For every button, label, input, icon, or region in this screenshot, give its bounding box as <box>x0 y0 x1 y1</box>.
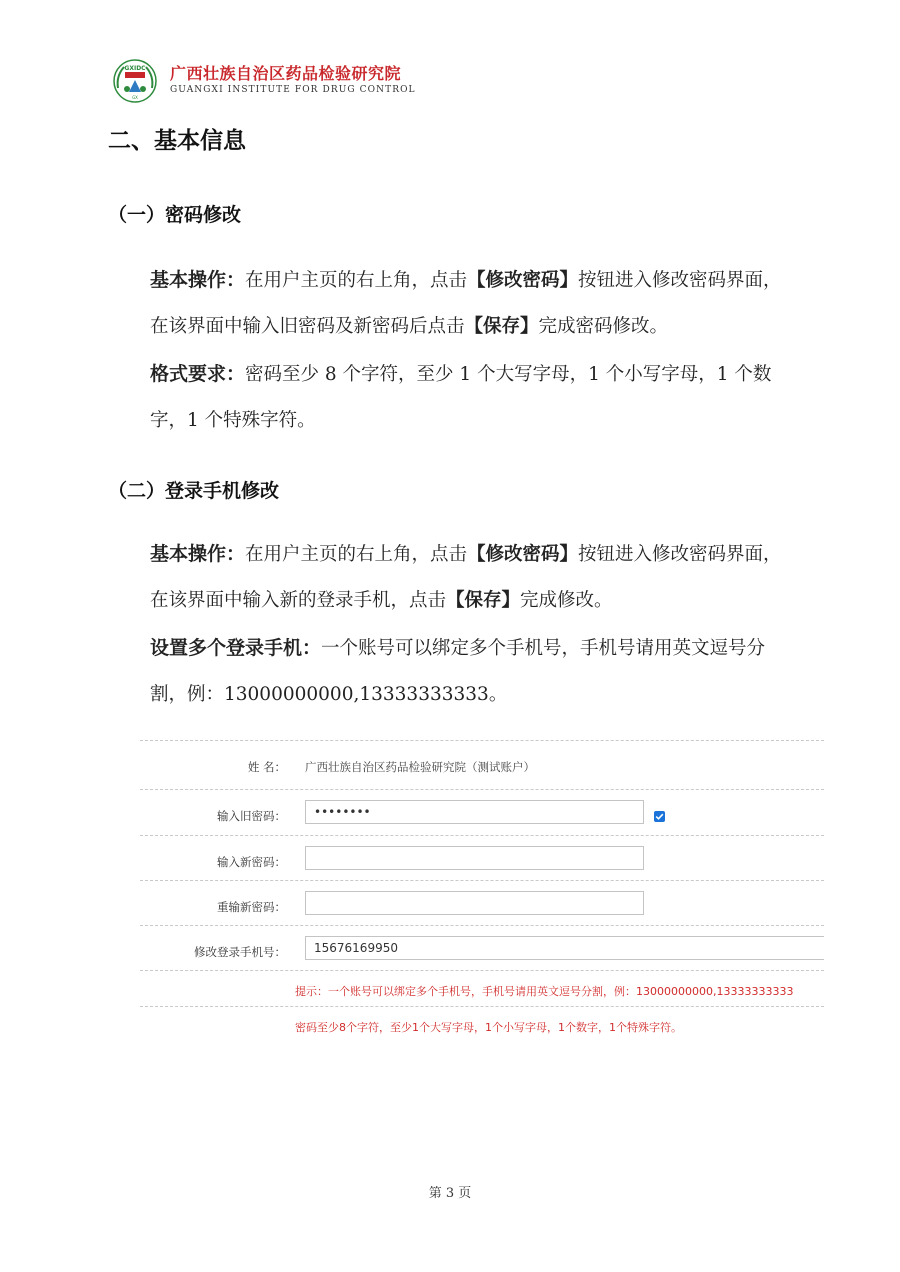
repeat-password-label: 重输新密码： <box>217 900 286 914</box>
section-title: 二、基本信息 <box>108 128 246 154</box>
paragraph-text: 在用户主页的右上角，点击 <box>245 544 468 565</box>
paragraph-text: 完成密码修改。 <box>538 316 669 337</box>
paragraph-text: 一个账号可以绑定多个手机号，手机号请用英文逗号分割，例：13000000000,13333333333。 <box>150 638 766 705</box>
paragraph-multiple-phones <box>108 625 798 718</box>
form-row-old-password <box>140 789 824 836</box>
phone-label: 修改登录手机号： <box>194 945 286 959</box>
paragraph-lead: 基本操作： <box>150 543 246 565</box>
form-row-name <box>140 740 824 790</box>
paragraph-password-format <box>108 351 798 444</box>
paragraph-password-operation <box>108 257 798 350</box>
org-name-en: GUANGXI INSTITUTE FOR DRUG CONTROL <box>170 85 416 95</box>
new-password-input[interactable] <box>305 846 644 870</box>
svg-text:GX: GX <box>132 95 138 100</box>
paragraph-lead: 基本操作： <box>150 269 246 291</box>
keyword-change-password: 【修改密码】 <box>467 270 579 291</box>
org-name-cn: 广西壮族自治区药品检验研究院 <box>170 64 402 83</box>
paragraph-text: 在用户主页的右上角，点击 <box>245 270 468 291</box>
repeat-password-input[interactable] <box>305 891 644 915</box>
form-row-repeat-password <box>140 880 824 926</box>
old-password-label: 输入旧密码： <box>217 809 286 823</box>
paragraph-text: 密码至少 8 个字符，至少 1 个大写字母，1 个小写字母，1 个数字，1 个特殊字符。 <box>150 364 772 431</box>
name-label: 姓 名： <box>247 760 286 774</box>
show-password-checkbox[interactable] <box>654 811 665 822</box>
form-row-tip-phone <box>140 970 824 1007</box>
keyword-save: 【保存】 <box>464 316 539 337</box>
subsection-title-phone: （二）登录手机修改 <box>108 480 280 502</box>
paragraph-lead: 设置多个登录手机： <box>150 637 322 659</box>
svg-text:GXIDC: GXIDC <box>124 65 146 72</box>
name-value: 广西壮族自治区药品检验研究院（测试账户） <box>305 760 535 774</box>
paragraph-text: 按钮进入修改密码界面，在该界面中输入新的登录手机，点击 <box>150 544 782 611</box>
checkmark-icon <box>654 811 665 822</box>
old-password-input[interactable]: •••••••• <box>305 800 644 824</box>
new-password-label: 输入新密码： <box>217 855 286 869</box>
paragraph-text: 按钮进入修改密码界面，在该界面中输入旧密码及新密码后点击 <box>150 270 782 337</box>
subsection-title-password: （一）密码修改 <box>108 204 242 226</box>
password-hint-text: 密码至少8个字符，至少1个大写字母，1个小写字母，1个数字，1个特殊字符。 <box>295 1021 682 1034</box>
paragraph-text: 完成修改。 <box>520 590 613 611</box>
page-number: 第 3 页 <box>428 1186 472 1201</box>
phone-input[interactable]: 15676169950 <box>305 936 824 960</box>
form-row-tip-password <box>140 1006 824 1041</box>
keyword-change-password: 【修改密码】 <box>467 544 579 565</box>
account-settings-form <box>140 740 824 1040</box>
form-row-phone <box>140 925 824 971</box>
paragraph-phone-operation <box>108 531 798 624</box>
phone-hint-text: 提示：一个账号可以绑定多个手机号，手机号请用英文逗号分割，例：13000000000,13333333333 <box>295 985 794 998</box>
institute-logo-icon <box>112 58 158 104</box>
paragraph-lead: 格式要求： <box>150 363 246 385</box>
form-row-new-password <box>140 835 824 881</box>
keyword-save: 【保存】 <box>446 590 521 611</box>
